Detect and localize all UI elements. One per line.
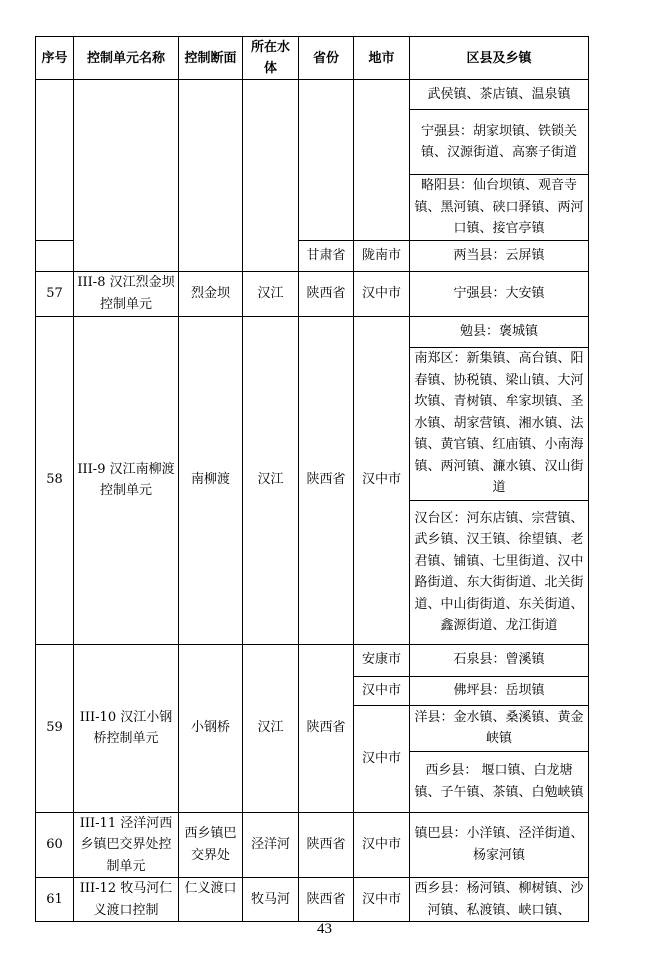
cont-city-cell — [354, 80, 410, 241]
unit-name-cell: III-8 汉江烈金坝控制单元 — [74, 271, 179, 316]
county-cell: 西乡县：杨河镇、柳树镇、沙河镇、私渡镇、峡口镇、 — [410, 878, 589, 922]
county-cell: 宁强县：大安镇 — [410, 271, 589, 316]
section-cell: 西乡镇巴交界处 — [179, 812, 243, 878]
county-cell: 佛坪县：岳坝镇 — [410, 676, 589, 705]
county-cell: 武侯镇、茶店镇、温泉镇 — [410, 80, 589, 110]
table-row — [36, 80, 589, 110]
county-cell: 宁强县：胡家坝镇、铁锁关镇、汉源街道、高寨子街道 — [410, 110, 589, 175]
province-cell: 陕西省 — [299, 878, 354, 922]
city-cell: 汉中市 — [354, 676, 410, 705]
water-cell: 汉江 — [243, 644, 299, 812]
county-cell: 洋县：金水镇、桑溪镇、黄金峡镇 — [410, 705, 589, 751]
seq-cell: 61 — [36, 878, 74, 922]
county-cell: 两当县：云屏镇 — [410, 240, 589, 271]
province-cell: 甘肃省 — [299, 240, 354, 271]
water-cell: 汉江 — [243, 316, 299, 644]
cont-unit-cell — [74, 80, 179, 272]
cont-seq-cell-bottom — [36, 240, 74, 271]
table-row — [36, 878, 589, 922]
header-province: 省份 — [299, 37, 354, 80]
city-cell: 汉中市 — [354, 705, 410, 812]
water-cell: 泾洋河 — [243, 812, 299, 878]
county-cell: 西乡县： 堰口镇、白龙塘镇、子午镇、茶镇、白勉峡镇 — [410, 751, 589, 812]
city-cell: 汉中市 — [354, 812, 410, 878]
unit-name-cell: III-11 泾洋河西乡镇巴交界处控制单元 — [74, 812, 179, 878]
header-seq: 序号 — [36, 37, 74, 80]
table-row — [36, 316, 589, 347]
page-number: 43 — [317, 921, 332, 937]
province-cell: 陕西省 — [299, 271, 354, 316]
control-unit-table — [35, 36, 589, 922]
water-cell: 汉江 — [243, 271, 299, 316]
seq-cell: 59 — [36, 644, 74, 812]
county-cell: 略阳县：仙台坝镇、观音寺镇、黑河镇、硖口驿镇、两河口镇、接官亭镇 — [410, 175, 589, 241]
city-cell: 汉中市 — [354, 271, 410, 316]
unit-name-cell: III-10 汉江小钢桥控制单元 — [74, 644, 179, 812]
header-section: 控制断面 — [179, 37, 243, 80]
province-cell: 陕西省 — [299, 316, 354, 644]
header-county: 区县及乡镇 — [410, 37, 589, 80]
city-cell: 汉中市 — [354, 878, 410, 922]
county-cell: 南郑区：新集镇、高台镇、阳春镇、协税镇、梁山镇、大河坎镇、青树镇、牟家坝镇、圣水镇、胡家营镇、湘水镇、法镇、黄官镇、红庙镇、小南海镇、两河镇、濂水镇、汉山街道 — [410, 347, 589, 500]
header-row — [36, 37, 589, 80]
cont-province-cell — [299, 80, 354, 241]
county-cell: 汉台区：河东店镇、宗营镇、武乡镇、汉王镇、徐望镇、老君镇、铺镇、七里街道、汉中路街道、东大街街道、北关街道、中山街街道、东关街道、鑫源街道、龙江街道 — [410, 500, 589, 644]
section-cell: 烈金坝 — [179, 271, 243, 316]
table-row — [36, 271, 589, 316]
water-cell: 牧马河 — [243, 878, 299, 922]
section-cell: 小钢桥 — [179, 644, 243, 812]
province-cell: 陕西省 — [299, 812, 354, 878]
seq-cell: 57 — [36, 271, 74, 316]
city-cell: 安康市 — [354, 644, 410, 676]
city-cell: 汉中市 — [354, 316, 410, 644]
seq-cell: 58 — [36, 316, 74, 644]
header-city: 地市 — [354, 37, 410, 80]
header-unit-name: 控制单元名称 — [74, 37, 179, 80]
section-cell: 南柳渡 — [179, 316, 243, 644]
unit-name-cell: III-12 牧马河仁义渡口控制 — [74, 878, 179, 922]
unit-name-cell: III-9 汉江南柳渡控制单元 — [74, 316, 179, 644]
seq-cell: 60 — [36, 812, 74, 878]
county-cell: 石泉县：曾溪镇 — [410, 644, 589, 676]
county-cell: 勉县：褒城镇 — [410, 316, 589, 347]
header-water: 所在水体 — [243, 37, 299, 80]
table-row — [36, 644, 589, 676]
province-cell: 陕西省 — [299, 644, 354, 812]
cont-water-cell — [243, 80, 299, 272]
section-cell: 仁义渡口 — [179, 878, 243, 922]
city-cell: 陇南市 — [354, 240, 410, 271]
table-row — [36, 812, 589, 878]
county-cell: 镇巴县：小洋镇、泾洋街道、杨家河镇 — [410, 812, 589, 878]
cont-section-cell — [179, 80, 243, 272]
cont-seq-cell — [36, 80, 74, 241]
